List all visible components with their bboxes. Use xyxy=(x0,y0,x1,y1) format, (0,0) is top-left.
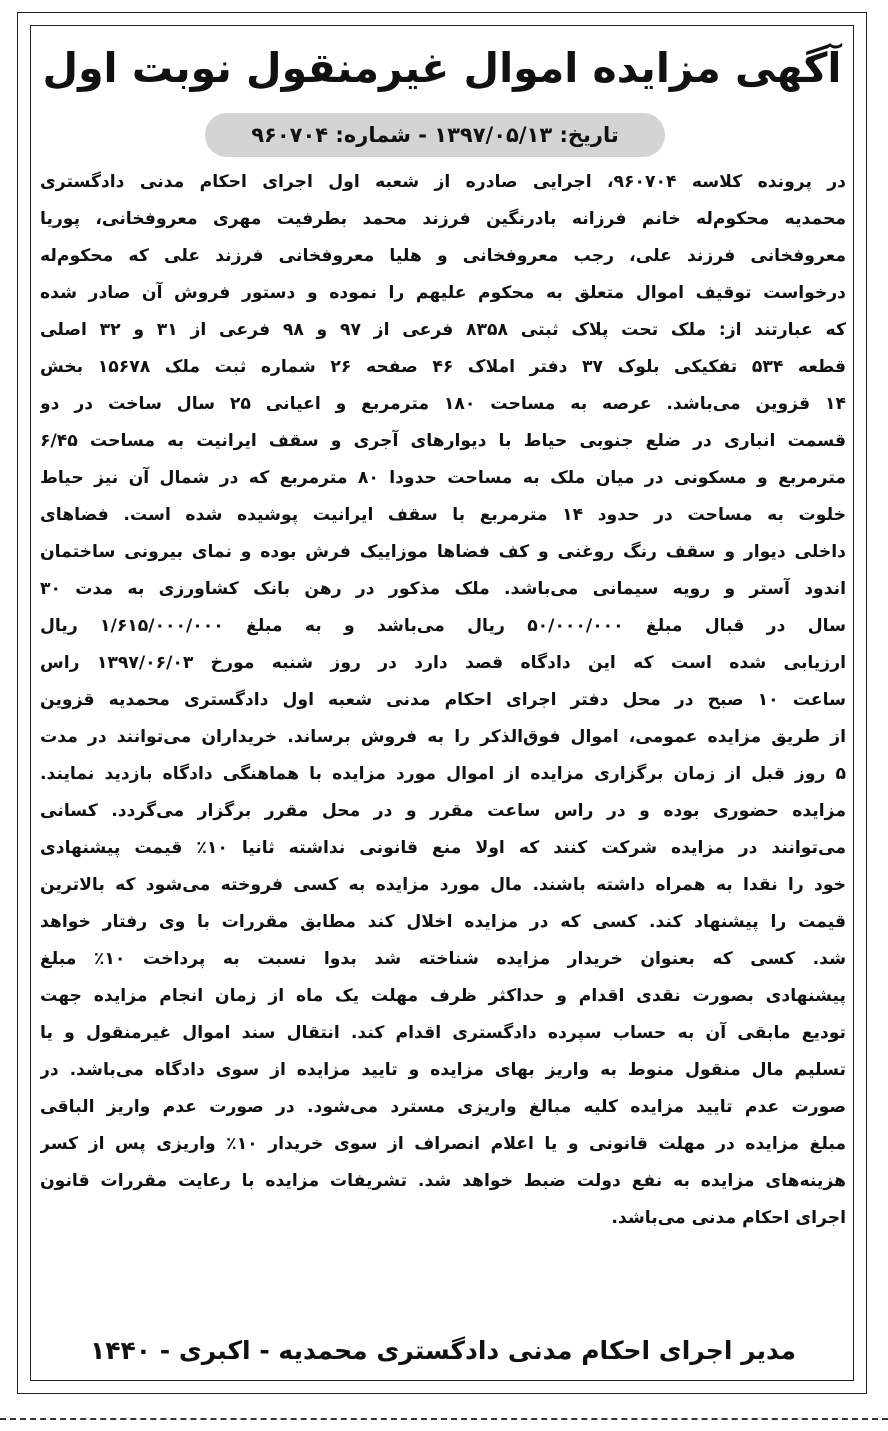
body-line: قیمت را پیشنهاد کند. کسی که در مزایده اخلال کند مطابق مقررات با وی رفتار خواهد xyxy=(40,912,846,932)
notice-body xyxy=(40,164,846,1237)
body-line: مترمربع و مسکونی در میان ملک به مساحت حدودا ۸۰ مترمربع که در شمال آن نیز حیاط xyxy=(40,468,846,488)
body-line: شد. کسی که بعنوان خریدار مزایده شناخته شد بدوا نسبت به پرداخت ۱۰٪ مبلغ xyxy=(40,949,846,969)
body-line: ۵ روز قبل از زمان برگزاری مزایده از اموال مورد مزایده با هماهنگی دادگاه بازدید نمایند. xyxy=(40,764,846,784)
dashed-cut-line xyxy=(0,1418,888,1420)
body-line: تسلیم مال منقول منوط به واریز بهای مزایده و تایید مزایده از سوی دادگاه می‌باشد. در xyxy=(40,1060,846,1080)
body-line: تودیع مابقی آن به حساب سپرده دادگستری اقدام کند. انتقال سند اموال غیرمنقول و یا xyxy=(40,1023,846,1043)
body-line: اجرای احکام مدنی می‌باشد. xyxy=(611,1208,846,1228)
body-line: معروفخانی فرزند علی، رجب معروفخانی و هلیا معروفخانی فرزند علی که محکوم‌له xyxy=(40,246,846,266)
body-line: قسمت انباری در ضلع جنوبی حیاط با دیوارهای آجری و سقف ایرانیت به مساحت ۶/۴۵ xyxy=(40,431,846,451)
body-line: محمدیه محکوم‌له خانم فرزانه بادرنگین فرزند محمد بطرفیت مهری معروفخانی، پوریا xyxy=(40,209,846,229)
body-line: درخواست توقیف اموال متعلق به محکوم علیهم را نموده و دستور فروش آن صادر شده xyxy=(40,283,846,303)
body-line: که عبارتند از: ملک تحت پلاک ثبتی ۸۳۵۸ فرعی از ۹۷ و ۹۸ فرعی از ۳۱ و ۳۲ اصلی xyxy=(40,320,846,340)
body-line: از طریق مزایده عمومی، اموال فوق‌الذکر را به فروش برساند. خریداران می‌توانند در مدت xyxy=(40,727,846,747)
body-line: صورت عدم تایید مزایده کلیه مبالغ واریزی مسترد می‌شود. در صورت عدم واریز الباقی xyxy=(40,1097,846,1117)
body-line: ۱۴ قزوین می‌باشد. عرصه به مساحت ۱۸۰ مترمربع و اعیانی ۲۵ سال ساخت در دو xyxy=(40,394,846,414)
body-line: سال در قبال مبلغ ۵۰/۰۰۰/۰۰۰ ریال می‌باشد و به مبلغ ۱/۶۱۵/۰۰۰/۰۰۰ ریال xyxy=(40,616,846,636)
body-line: قطعه ۵۳۴ تفکیکی بلوک ۳۷ دفتر املاک ۴۶ صفحه ۲۶ شماره ثبت ملک ۱۵۶۷۸ بخش xyxy=(40,357,846,377)
signature-line: مدیر اجرای احکام مدنی دادگستری محمدیه - اکبری - ۱۴۴۰ xyxy=(90,1336,796,1365)
body-line: می‌توانند در مزایده شرکت کنند که اولا منع قانونی نداشته ثانیا ۱۰٪ قیمت پیشنهادی xyxy=(40,838,846,858)
body-line: ساعت ۱۰ صبح در محل دفتر اجرای احکام مدنی شعبه اول دادگستری محمدیه قزوین xyxy=(40,690,846,710)
body-line: خلوت به مساحت در حدود ۱۴ مترمربع با سقف ایرانیت پوشیده شده است. فضاهای xyxy=(40,505,846,525)
date-number-line: تاریخ: ۱۳۹۷/۰۵/۱۳ - شماره: ۹۶۰۷۰۴ xyxy=(251,123,619,147)
body-line: مبلغ مزایده در مهلت قانونی و یا اعلام انصراف از سوی خریدار ۱۰٪ واریزی پس از کسر xyxy=(40,1134,846,1154)
body-line: در پرونده کلاسه ۹۶۰۷۰۴، اجرایی صادره از شعبه اول اجرای احکام مدنی دادگستری xyxy=(40,172,846,192)
body-line: داخلی دیوار و سقف رنگ روغنی و کف فضاها موزاییک فرش بوده و نمای بیرونی ساختمان xyxy=(40,542,846,562)
body-line: پیشنهادی بصورت نقدی اقدام و حداکثر ظرف مهلت یک ماه از زمان انجام مزایده جهت xyxy=(40,986,846,1006)
body-line: اندود آستر و رویه سیمانی می‌باشد. ملک مذکور در رهن بانک کشاورزی به مدت ۳۰ xyxy=(40,579,846,599)
body-line: هزینه‌های مزایده به نفع دولت ضبط خواهد شد. تشریفات مزایده با رعایت مقررات قانون xyxy=(40,1171,846,1191)
body-line: خود را نقدا به همراه داشته باشند. مال مورد مزایده به کسی فروخته می‌شود که بالاترین xyxy=(40,875,846,895)
body-line: مزایده حضوری بوده و در راس ساعت مقرر و در محل مقرر برگزار می‌گردد. کسانی xyxy=(40,801,846,821)
notice-title: آگهی مزایده اموال غیرمنقول نوبت اول xyxy=(42,44,842,92)
body-line: ارزیابی شده است که این دادگاه قصد دارد در روز شنبه مورخ ۱۳۹۷/۰۶/۰۳ راس xyxy=(40,653,846,673)
